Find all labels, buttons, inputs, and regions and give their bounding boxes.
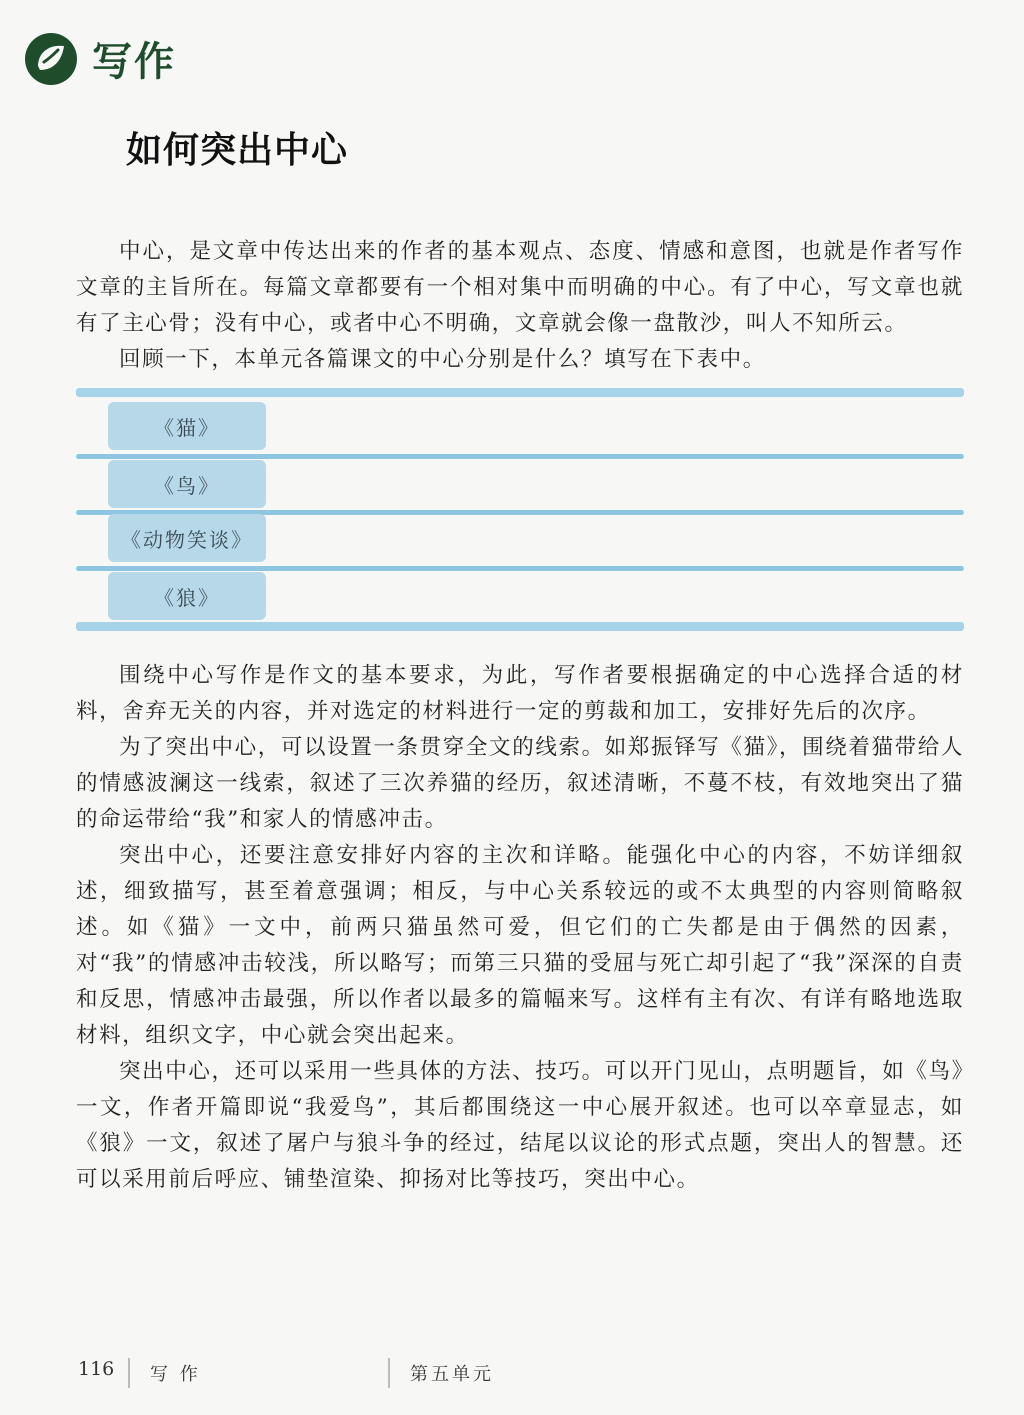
intro-paragraph-2: 回顾一下，本单元各篇课文的中心分别是什么？填写在下表中。: [119, 347, 766, 372]
table-top-border: [76, 388, 964, 397]
table-row-divider: [76, 566, 964, 571]
table-bottom-border: [76, 622, 964, 631]
row-label-animal-jokes: 《动物笑谈》: [108, 514, 266, 562]
section-name: 写作: [92, 39, 176, 85]
row-label-wolf: 《狼》: [108, 572, 266, 620]
footer-unit: 第五单元: [410, 1364, 494, 1385]
footer-section: 写 作: [150, 1364, 201, 1385]
row-label-cat: 《猫》: [108, 402, 266, 450]
footer-divider: [388, 1358, 390, 1388]
row-label-bird: 《鸟》: [108, 460, 266, 508]
paragraph-2: 为了突出中心，可以设置一条贯穿全文的线索。如郑振铎写《猫》，围绕着猫带给人的情感波澜这一线索，叙述了三次养猫的经历，叙述清晰，不蔓不枝，有效地突出了猫的命运带给“我”和家人的情感冲击。: [76, 735, 964, 832]
section-header: [24, 30, 176, 87]
intro-text: [76, 234, 964, 378]
table-row-divider: [76, 454, 964, 459]
page-title: 如何突出中心: [126, 130, 349, 171]
green-leaf-icon: [24, 32, 78, 86]
footer-divider: [128, 1358, 130, 1388]
fill-in-table: [76, 388, 964, 634]
intro-paragraph-1: 中心，是文章中传达出来的作者的基本观点、态度、情感和意图，也就是作者写作文章的主旨所在。每篇文章都要有一个相对集中而明确的中心。有了中心，写文章也就有了主心骨；没有中心，或者中心不明确，文章就会像一盘散沙，叫人不知所云。: [76, 239, 964, 336]
page-number: 116: [78, 1358, 115, 1380]
paragraph-1: 围绕中心写作是作文的基本要求，为此，写作者要根据确定的中心选择合适的材料，舍弃无关的内容，并对选定的材料进行一定的剪裁和加工，安排好先后的次序。: [76, 663, 964, 724]
paragraph-3: 突出中心，还要注意安排好内容的主次和详略。能强化中心的内容，不妨详细叙述，细致描写，甚至着意强调；相反，与中心关系较远的或不太典型的内容则简略叙述。如《猫》一文中，前两只猫虽然可爱，但它们的亡失都是由于偶然的因素，对“我”的情感冲击较浅，所以略写；而第三只猫的受屈与死亡却引起了“我”深深的自责和反思，情感冲击最强，所以作者以最多的篇幅来写。这样有主有次、有详有略地选取材料，组织文字，中心就会突出起来。: [76, 843, 964, 1048]
paragraph-4: 突出中心，还可以采用一些具体的方法、技巧。可以开门见山，点明题旨，如《鸟》一文，作者开篇即说“我爱鸟”，其后都围绕这一中心展开叙述。也可以卒章显志，如《狼》一文，叙述了屠户与狼斗争的经过，结尾以议论的形式点题，突出人的智慧。还可以采用前后呼应、铺垫渲染、抑扬对比等技巧，突出中心。: [76, 1059, 964, 1192]
main-text: [76, 658, 964, 1198]
